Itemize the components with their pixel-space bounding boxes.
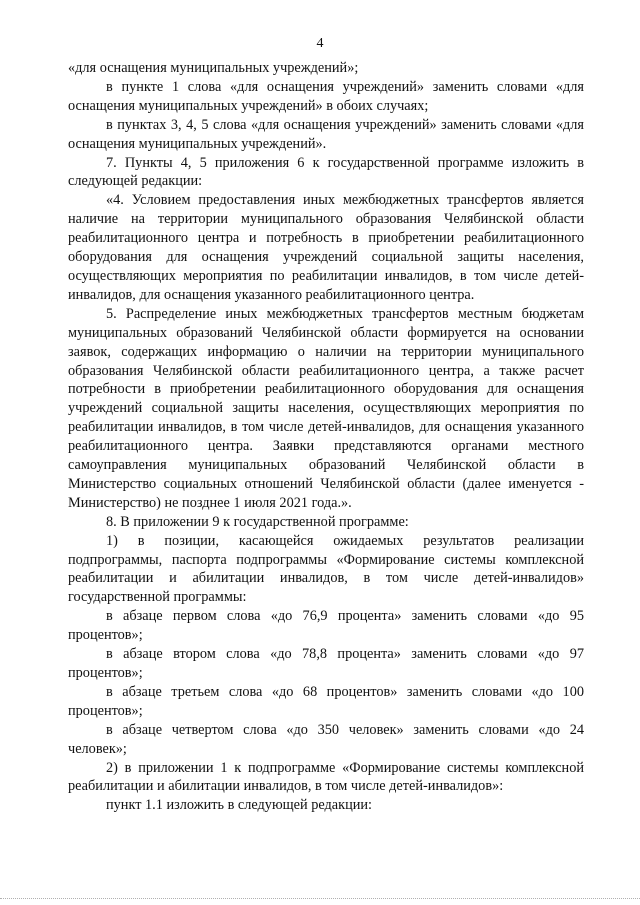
paragraph: в пунктах 3, 4, 5 слова «для оснащения учреждений» заменить словами «для оснащения муниципальных учреждений».: [68, 116, 584, 152]
paragraph: «4. Условием предоставления иных межбюджетных трансфертов является наличие на территории муниципального образования Челябинской области реабилитационного центра и потребность в приобретении реабилитационного оборудования для оснащения учреждений социальной защиты населения, осуществляющих мероприятия по реабилитации инвалидов, в том числе детей-инвалидов, для оснащения указанного реабилитационного центра.: [68, 192, 584, 303]
paragraph: в абзаце втором слова «до 78,8 процента» заменить словами «до 97 процентов»;: [68, 646, 584, 681]
paragraph: в абзаце третьем слова «до 68 процентов» заменить словами «до 100 процентов»;: [68, 683, 584, 719]
paragraph: в абзаце первом слова «до 76,9 процента» заменить словами «до 95 процентов»;: [68, 608, 584, 644]
paragraph: в пункте 1 слова «для оснащения учреждений» заменить словами «для оснащения муниципальных учреждений» в обоих случаях;: [68, 78, 584, 114]
paragraph: пункт 1.1 изложить в следующей редакции:: [106, 797, 373, 814]
document-body: [68, 59, 584, 815]
paragraph: «для оснащения муниципальных учреждений»;: [68, 60, 359, 76]
paragraph: 2) в приложении 1 к подпрограмме «Формирование системы комплексной реабилитации и абилитации инвалидов, в том числе детей-инвалидов»:: [68, 759, 584, 795]
paragraph: 8. В приложении 9 к государственной программе:: [106, 513, 409, 530]
paragraph: 5. Распределение иных межбюджетных трансфертов местным бюджетам муниципальных образований Челябинской области формируется на основании заявок, содержащих информацию о наличии на территории муниципального образования Челябинской области реабилитационного центра, а также расчет потребности в приобретении реабилитационного оборудования для оснащения учреждений социальной защиты населения, осуществляющих мероприятия по реабилитации инвалидов, в том числе детей-инвалидов, для оснащения указанного реабилитационного центра. Заявки представляются органами местного самоуправления муниципальных образований Челябинской области в Министерство социальных отношений Челябинской области (далее именуется - Министерство) не позднее 1 июля 2021 года.».: [68, 305, 584, 511]
page-bottom-border: [0, 898, 640, 899]
paragraph: 1) в позиции, касающейся ожидаемых результатов реализации подпрограммы, паспорта подпрограммы «Формирование системы комплексной реабилитации и абилитации инвалидов, в том числе детей-инвалидов» государственной программы:: [68, 532, 584, 606]
paragraph: в абзаце четвертом слова «до 350 человек» заменить словами «до 24 человек»;: [68, 721, 584, 757]
page-number: 4: [316, 36, 324, 51]
paragraph: 7. Пункты 4, 5 приложения 6 к государственной программе изложить в следующей редакции:: [68, 154, 584, 190]
